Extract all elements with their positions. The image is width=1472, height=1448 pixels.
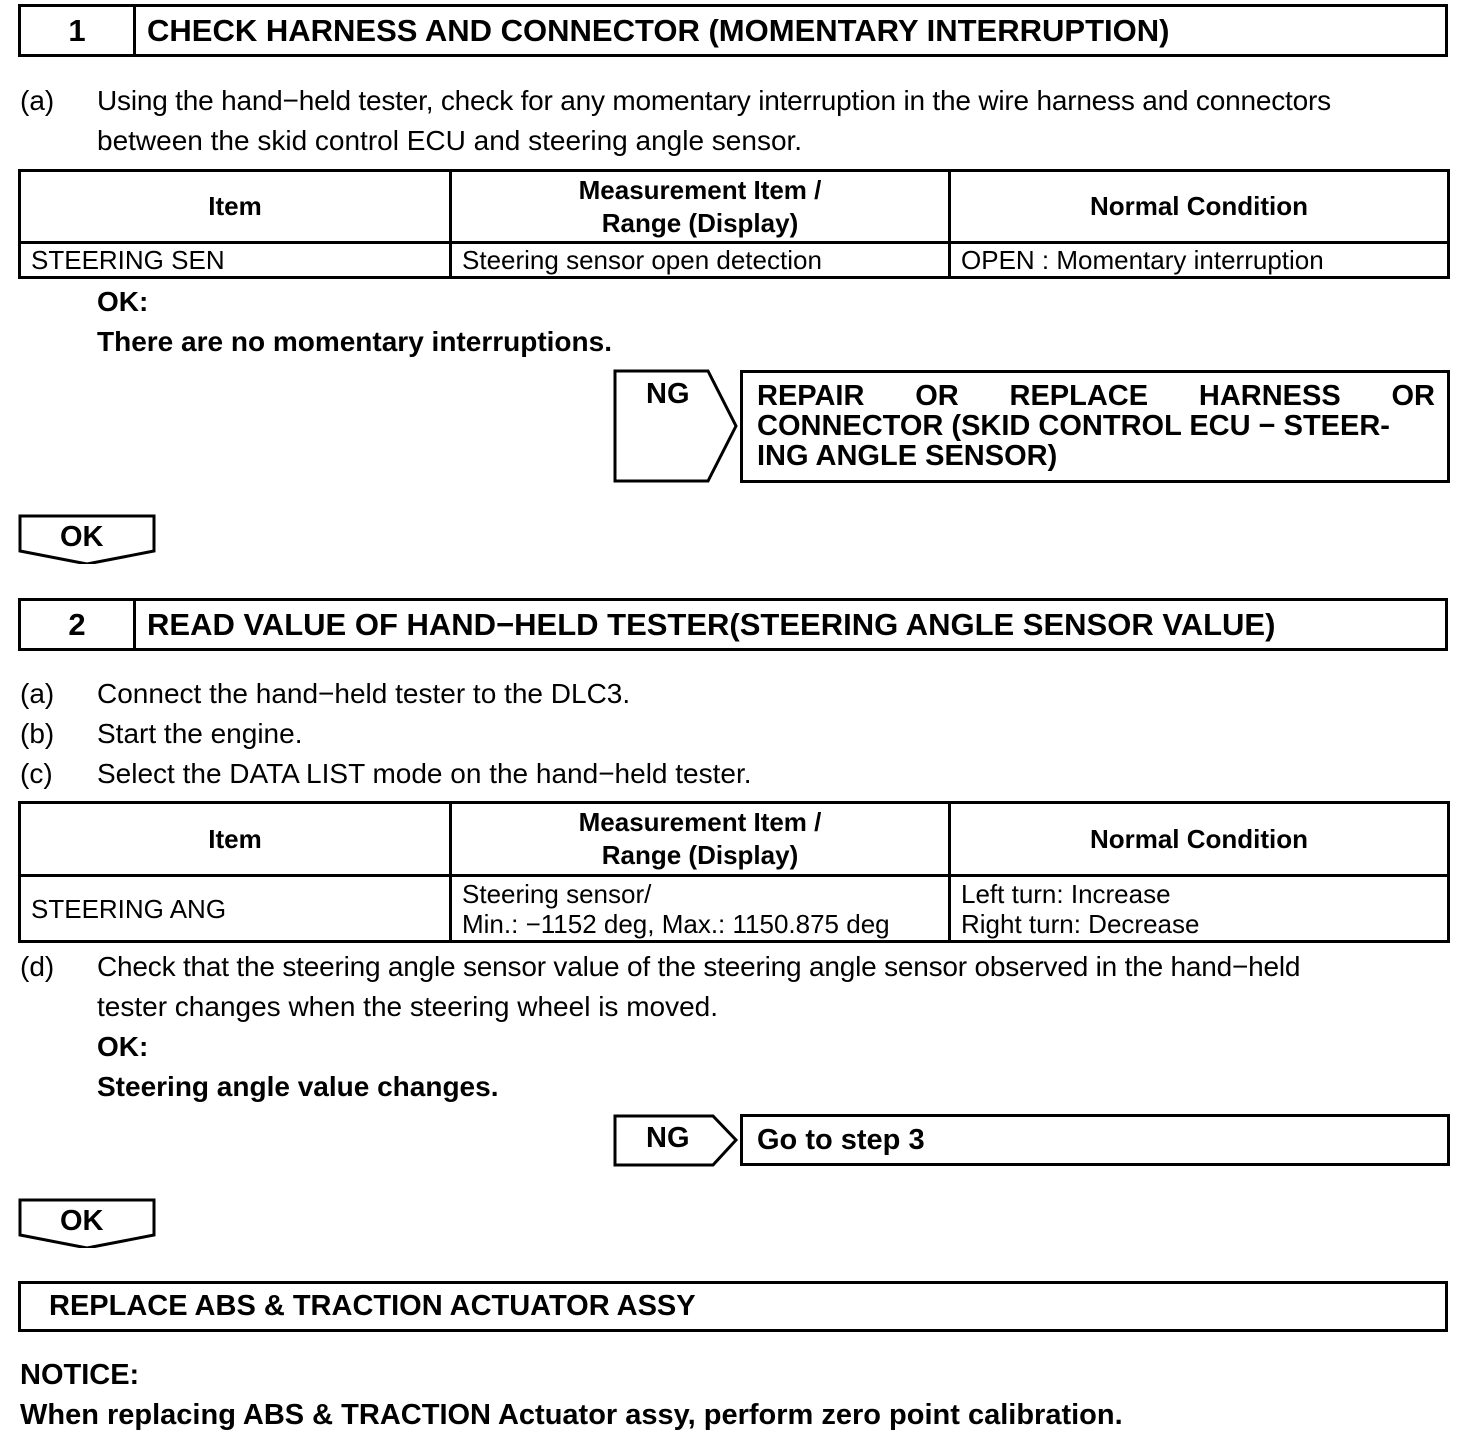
step-title: READ VALUE OF HAND−HELD TESTER(STEERING ANGLE SENSOR VALUE) [147, 606, 1276, 642]
spec-table [18, 169, 1450, 279]
ng-result-box [740, 370, 1450, 483]
step-2-header [18, 598, 1448, 651]
ng-result-line: REPAIR OR REPLACE HARNESS OR [757, 380, 1435, 412]
table-cell: Steering sensor/ Min.: −1152 deg, Max.: 1150.875 deg [451, 876, 950, 942]
spec-table [18, 801, 1450, 943]
step-title: CHECK HARNESS AND CONNECTOR (MOMENTARY INTERRUPTION) [147, 12, 1170, 48]
instruction-text: Connect the hand−held tester to the DLC3. [97, 678, 631, 709]
step-label: (a) [20, 85, 55, 116]
table-row [20, 876, 1449, 942]
step-number: 1 [21, 7, 136, 54]
instruction-text: Using the hand−held tester, check for any momentary interruption in the wire harness and connectors between the skid control ECU and steering angle sensor. [97, 85, 1331, 156]
instruction-text: Select the DATA LIST mode on the hand−held tester. [97, 758, 752, 789]
table-header-item: Item [20, 171, 451, 243]
ng-result-text: Go to step 3 [757, 1124, 925, 1156]
ok-criteria: There are no momentary interruptions. [97, 326, 612, 357]
table-cell: Steering sensor open detection [451, 243, 950, 278]
ok-label: OK: [97, 1031, 149, 1062]
table-header-measurement: Measurement Item / Range (Display) [451, 803, 950, 876]
notice-label: NOTICE: [20, 1359, 140, 1391]
table-cell: STEERING SEN [20, 243, 451, 278]
step-label: (a) [20, 678, 55, 709]
instruction-text: Check that the steering angle sensor value of the steering angle sensor observed in the hand−held tester changes when the steering wheel is moved. [97, 951, 1301, 1022]
ng-label: NG [646, 1122, 690, 1154]
ok-button-label: OK [60, 521, 104, 553]
notice-text: When replacing ABS & TRACTION Actuator assy, perform zero point calibration. [20, 1399, 1123, 1431]
ok-label: OK: [97, 286, 149, 317]
table-header-measurement: Measurement Item / Range (Display) [451, 171, 950, 243]
final-action-box [18, 1281, 1448, 1332]
ng-result-box [740, 1114, 1450, 1166]
step-label: (b) [20, 718, 55, 749]
step-1-header [18, 4, 1448, 57]
ok-button-label: OK [60, 1205, 104, 1237]
step-number: 2 [21, 601, 136, 648]
table-cell: OPEN : Momentary interruption [950, 243, 1449, 278]
table-cell: Left turn: Increase Right turn: Decrease [950, 876, 1449, 942]
step-label: (d) [20, 951, 55, 982]
table-cell: STEERING ANG [20, 876, 451, 942]
instruction-text: Start the engine. [97, 718, 303, 749]
ok-criteria: Steering angle value changes. [97, 1071, 499, 1102]
ng-result-line: CONNECTOR (SKID CONTROL ECU − STEER- [757, 410, 1390, 442]
ng-result-line: ING ANGLE SENSOR) [757, 440, 1058, 472]
table-row [20, 243, 1449, 278]
table-header-condition: Normal Condition [950, 803, 1449, 876]
step-label: (c) [20, 758, 53, 789]
final-action-title: REPLACE ABS & TRACTION ACTUATOR ASSY [49, 1290, 696, 1322]
ng-label: NG [646, 378, 690, 410]
table-header-item: Item [20, 803, 451, 876]
table-header-condition: Normal Condition [950, 171, 1449, 243]
